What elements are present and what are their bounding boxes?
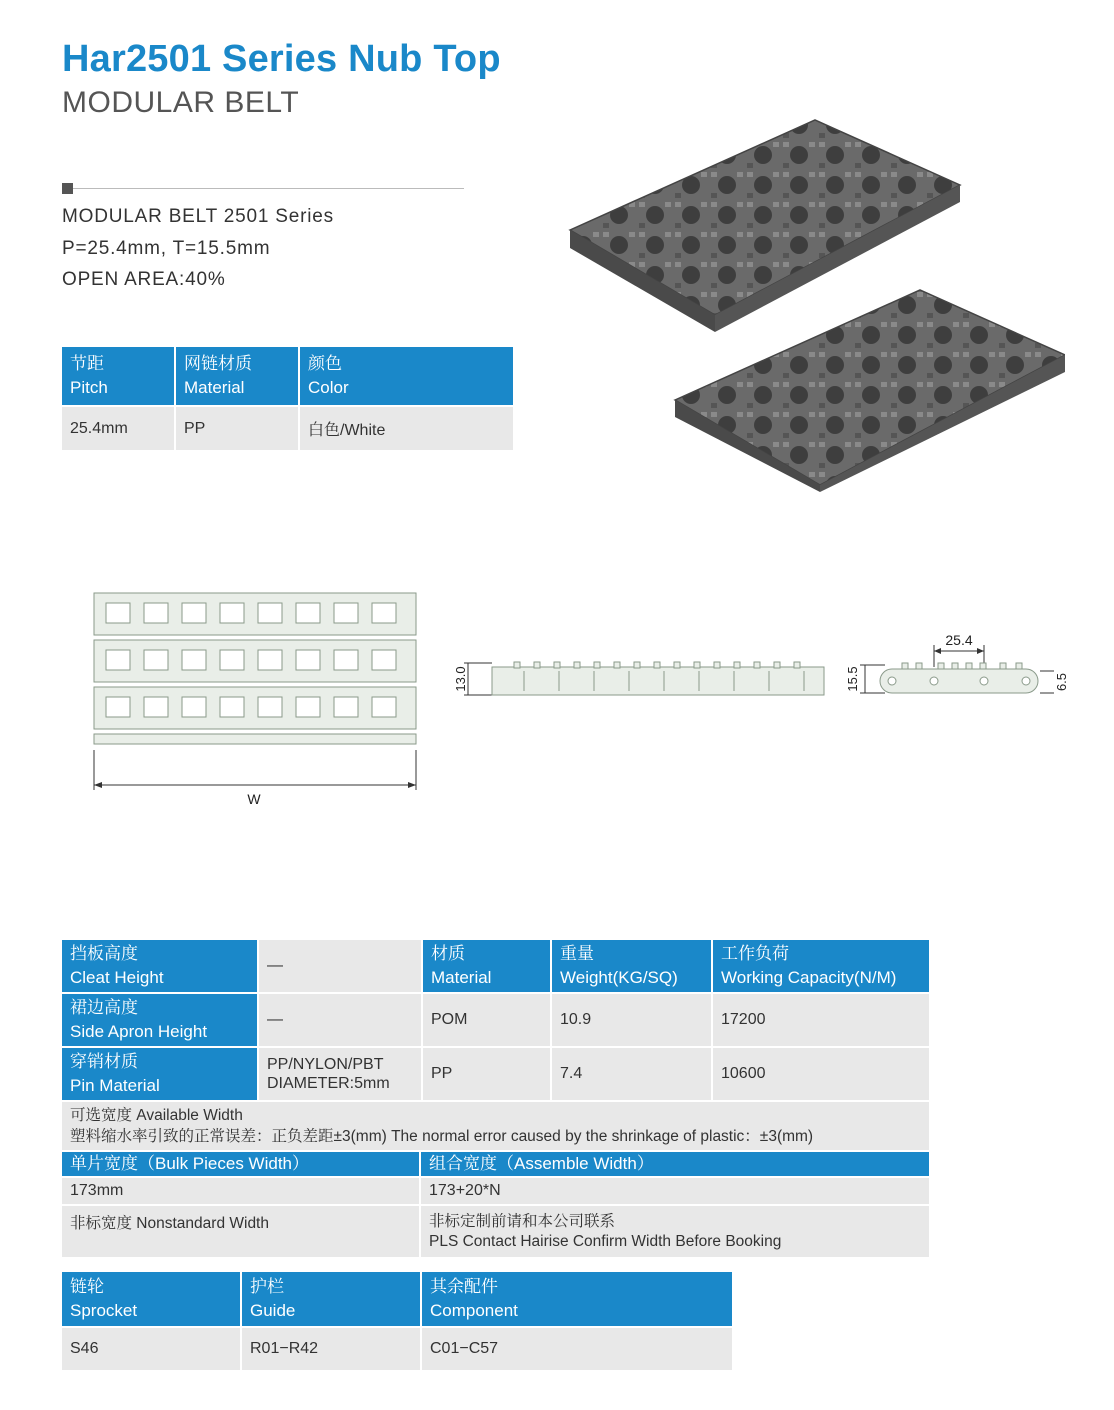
- label-pin-material: 穿销材质 Pin Material: [62, 1047, 258, 1101]
- divider-bullet: [62, 183, 73, 194]
- side-height-label: 13.0: [453, 666, 468, 692]
- assemble-width-value: 173+20*N: [420, 1177, 930, 1205]
- bulk-width-value: 173mm: [62, 1177, 420, 1205]
- pitch-dimension-label: 25.4: [945, 632, 973, 648]
- pin-material-value: PP/NYLON/PBT DIAMETER:5mm: [258, 1047, 422, 1101]
- belt-section-drawing: [840, 625, 1070, 715]
- pitch-value: 25.4mm: [62, 406, 175, 451]
- header-weight: 重量 Weight(KG/SQ): [551, 940, 712, 993]
- accessories-table: [62, 1272, 734, 1372]
- color-value: 白色/White: [299, 406, 514, 451]
- page-title: Har2501 Series Nub Top: [62, 38, 501, 80]
- available-width-note: 可选宽度 Available Width 塑料缩水率引致的正常误差：正负差距±3(mm) The normal error caused by the shrinkage of plastic：±3(mm): [62, 1102, 930, 1151]
- header-component: 其余配件 Component: [421, 1272, 733, 1327]
- side-apron-height-value: —: [258, 993, 422, 1047]
- spec-pitch-thickness: P=25.4mm, T=15.5mm: [62, 238, 271, 259]
- width-dimension-label: W: [247, 791, 261, 807]
- header-material: 网链材质 Material: [175, 347, 299, 406]
- specification-table: [62, 940, 931, 1102]
- nonstandard-width-label: 非标宽度 Nonstandard Width: [62, 1205, 420, 1258]
- header-guide: 护栏 Guide: [241, 1272, 421, 1327]
- spec-series: MODULAR BELT 2501 Series: [62, 206, 334, 227]
- sprocket-value: S46: [62, 1327, 241, 1371]
- nonstandard-width-note: 非标定制前请和本公司联系 PLS Contact Hairise Confirm Width Before Booking: [420, 1205, 930, 1258]
- spec-open-area: OPEN AREA:40%: [62, 269, 226, 290]
- label-side-apron-height: 裙边高度 Side Apron Height: [62, 993, 258, 1047]
- belt-product-images: [565, 110, 1065, 495]
- belt-side-view-drawing: [444, 655, 829, 705]
- label-cleat-height: 挡板高度 Cleat Height: [62, 940, 258, 993]
- weight-pp: 7.4: [551, 1047, 712, 1101]
- divider-line: [73, 188, 464, 189]
- material-pom: POM: [422, 993, 551, 1047]
- belt-top-view-drawing: [86, 585, 426, 810]
- nub-dimension-label: 6.5: [1054, 672, 1069, 692]
- pitch-material-color-table: [62, 347, 515, 452]
- material-value: PP: [175, 406, 299, 451]
- header-bulk-width: 单片宽度（Bulk Pieces Width）: [62, 1151, 420, 1177]
- component-value: C01−C57: [421, 1327, 733, 1371]
- header-material: 材质 Material: [422, 940, 551, 993]
- cleat-height-value: —: [258, 940, 422, 993]
- header-pitch: 节距 Pitch: [62, 347, 175, 406]
- header-assemble-width: 组合宽度（Assemble Width）: [420, 1151, 930, 1177]
- page-subtitle: MODULAR BELT: [62, 86, 300, 119]
- guide-value: R01−R42: [241, 1327, 421, 1371]
- thickness-dimension-label: 15.5: [845, 666, 860, 692]
- header-sprocket: 链轮 Sprocket: [62, 1272, 241, 1327]
- capacity-pp: 10600: [712, 1047, 930, 1101]
- material-pp: PP: [422, 1047, 551, 1101]
- header-color: 颜色 Color: [299, 347, 514, 406]
- capacity-pom: 17200: [712, 993, 930, 1047]
- header-working-capacity: 工作负荷 Working Capacity(N/M): [712, 940, 930, 993]
- width-table: [62, 1102, 931, 1259]
- weight-pom: 10.9: [551, 993, 712, 1047]
